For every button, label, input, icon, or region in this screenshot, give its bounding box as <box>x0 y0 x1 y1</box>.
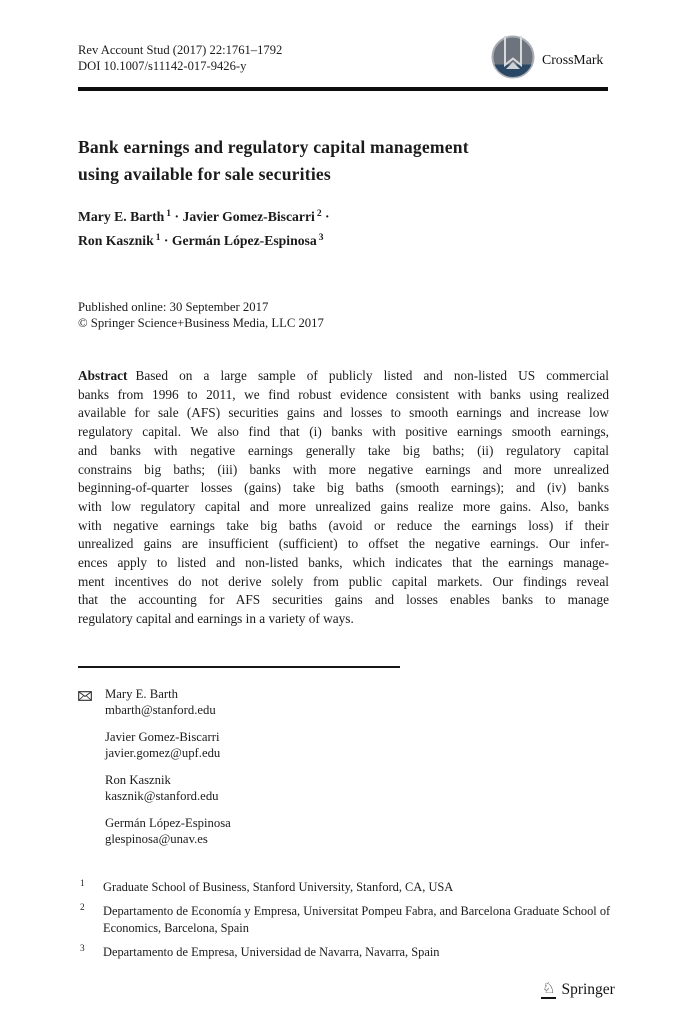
contact-item <box>78 815 498 847</box>
journal-header <box>78 42 282 74</box>
author-affiliation-ref: 3 <box>318 232 324 243</box>
contact-name: Mary E. Barth <box>105 687 178 701</box>
abstract-line: ences apply to listed and non-listed banks, which indicates that the earnings manage- <box>78 555 609 571</box>
author-separator: · <box>171 209 183 224</box>
abstract <box>78 367 609 629</box>
author-line <box>78 204 618 228</box>
contact-item <box>78 729 498 761</box>
copyright-line: © Springer Science+Business Media, LLC 2017 <box>78 316 324 331</box>
affiliation-text: Departamento de Empresa, Universidad de Navarra, Navarra, Spain <box>103 944 440 959</box>
contact-email: kasznik@stanford.edu <box>105 789 219 804</box>
affiliation-text: Graduate School of Business, Stanford University, Stanford, CA, USA <box>103 880 454 894</box>
crossmark-badge[interactable] <box>491 35 603 84</box>
contact-list <box>78 686 498 858</box>
springer-logo <box>541 981 615 999</box>
contact-item <box>78 686 498 718</box>
affiliation-number: 1 <box>80 879 85 889</box>
author-list <box>78 204 618 251</box>
abstract-line: that the accounting for AFS securities gains and losses enables banks to manage <box>78 592 609 608</box>
author-affiliation-ref: 1 <box>166 209 172 219</box>
publication-info <box>78 299 324 331</box>
affiliation-list <box>78 879 618 968</box>
abstract-line: available for sale (AFS) securities gains and losses to smooth earnings and increase low <box>78 405 609 421</box>
abstract-text: Based on a large sample of publicly listed and non-listed US commercial <box>135 368 609 383</box>
affiliation-item <box>78 944 618 961</box>
affiliation-number: 3 <box>80 943 85 954</box>
contact-email: glespinosa@unav.es <box>105 831 208 846</box>
contact-name: Germán López-Espinosa <box>105 815 231 830</box>
crossmark-icon <box>491 35 535 84</box>
springer-horse-icon: ♘ <box>542 979 556 997</box>
author-name: Mary E. Barth <box>78 209 165 224</box>
abstract-line: regulatory capital and earnings in a variety of ways. <box>78 611 354 627</box>
envelope-icon <box>78 689 92 705</box>
author-affiliation-ref: 1 <box>155 232 161 243</box>
author-separator: · <box>321 209 330 224</box>
title-line-1: Bank earnings and regulatory capital management <box>78 137 469 157</box>
springer-label: Springer <box>561 981 615 998</box>
abstract-line: and banks with negative earnings generally take big baths; (ii) regulatory capital <box>78 442 609 458</box>
title-line-2: using available for sale securities <box>78 164 331 184</box>
affiliation-number: 2 <box>80 903 85 914</box>
contact-email: javier.gomez@upf.edu <box>105 746 221 761</box>
crossmark-label: CrossMark <box>542 51 604 67</box>
author-name: Javier Gomez-Biscarri <box>182 209 315 224</box>
header-rule <box>78 87 608 91</box>
author-affiliation-ref: 2 <box>316 209 322 219</box>
affiliation-item <box>78 903 618 936</box>
author-name: Germán López-Espinosa <box>171 232 317 248</box>
abstract-line: regulatory capital. We also find that (i) banks with positive earnings smooth earnings, <box>78 424 609 440</box>
author-line <box>78 228 618 252</box>
abstract-line: ment incentives do not derive solely from public capital markets. Our findings reveal <box>78 573 609 589</box>
journal-reference: Rev Account Stud (2017) 22:1761–1792 <box>78 43 283 57</box>
page-title <box>78 134 618 188</box>
author-separator: · <box>160 232 172 248</box>
affiliation-text: Departamento de Economía y Empresa, Universitat Pompeu Fabra, and Barcelona Graduate School of Economics, Barcelona, Spain <box>103 904 611 935</box>
abstract-line: unrealized gains are insufficient (sufficient) to offset the negative earnings. Our infer- <box>78 536 609 552</box>
abstract-line: constrains big baths; (iii) banks with more negative earnings and more unrealized <box>78 461 609 477</box>
abstract-line: with low regulatory capital and more unrealized gains realize more gains. Also, banks <box>78 498 609 514</box>
affiliation-item <box>78 879 618 896</box>
abstract-line: with negative earnings take big baths (avoid or reduce the earnings loss) if their <box>78 517 609 533</box>
contact-item <box>78 772 498 804</box>
published-online: Published online: 30 September 2017 <box>78 300 269 314</box>
abstract-line <box>78 367 609 386</box>
author-name: Ron Kasznik <box>78 232 154 248</box>
contact-name: Javier Gomez-Biscarri <box>105 729 220 744</box>
abstract-line: beginning-of-quarter losses (gains) take big baths (smooth earnings); and (iv) banks <box>78 480 609 496</box>
footnote-rule <box>78 666 400 668</box>
abstract-line: banks from 1996 to 2011, we find robust evidence consistent with banks using realized <box>78 386 609 402</box>
abstract-label: Abstract <box>78 368 128 383</box>
contact-email: mbarth@stanford.edu <box>105 703 216 718</box>
contact-name: Ron Kasznik <box>105 772 171 787</box>
doi: DOI 10.1007/s11142-017-9426-y <box>78 59 247 73</box>
